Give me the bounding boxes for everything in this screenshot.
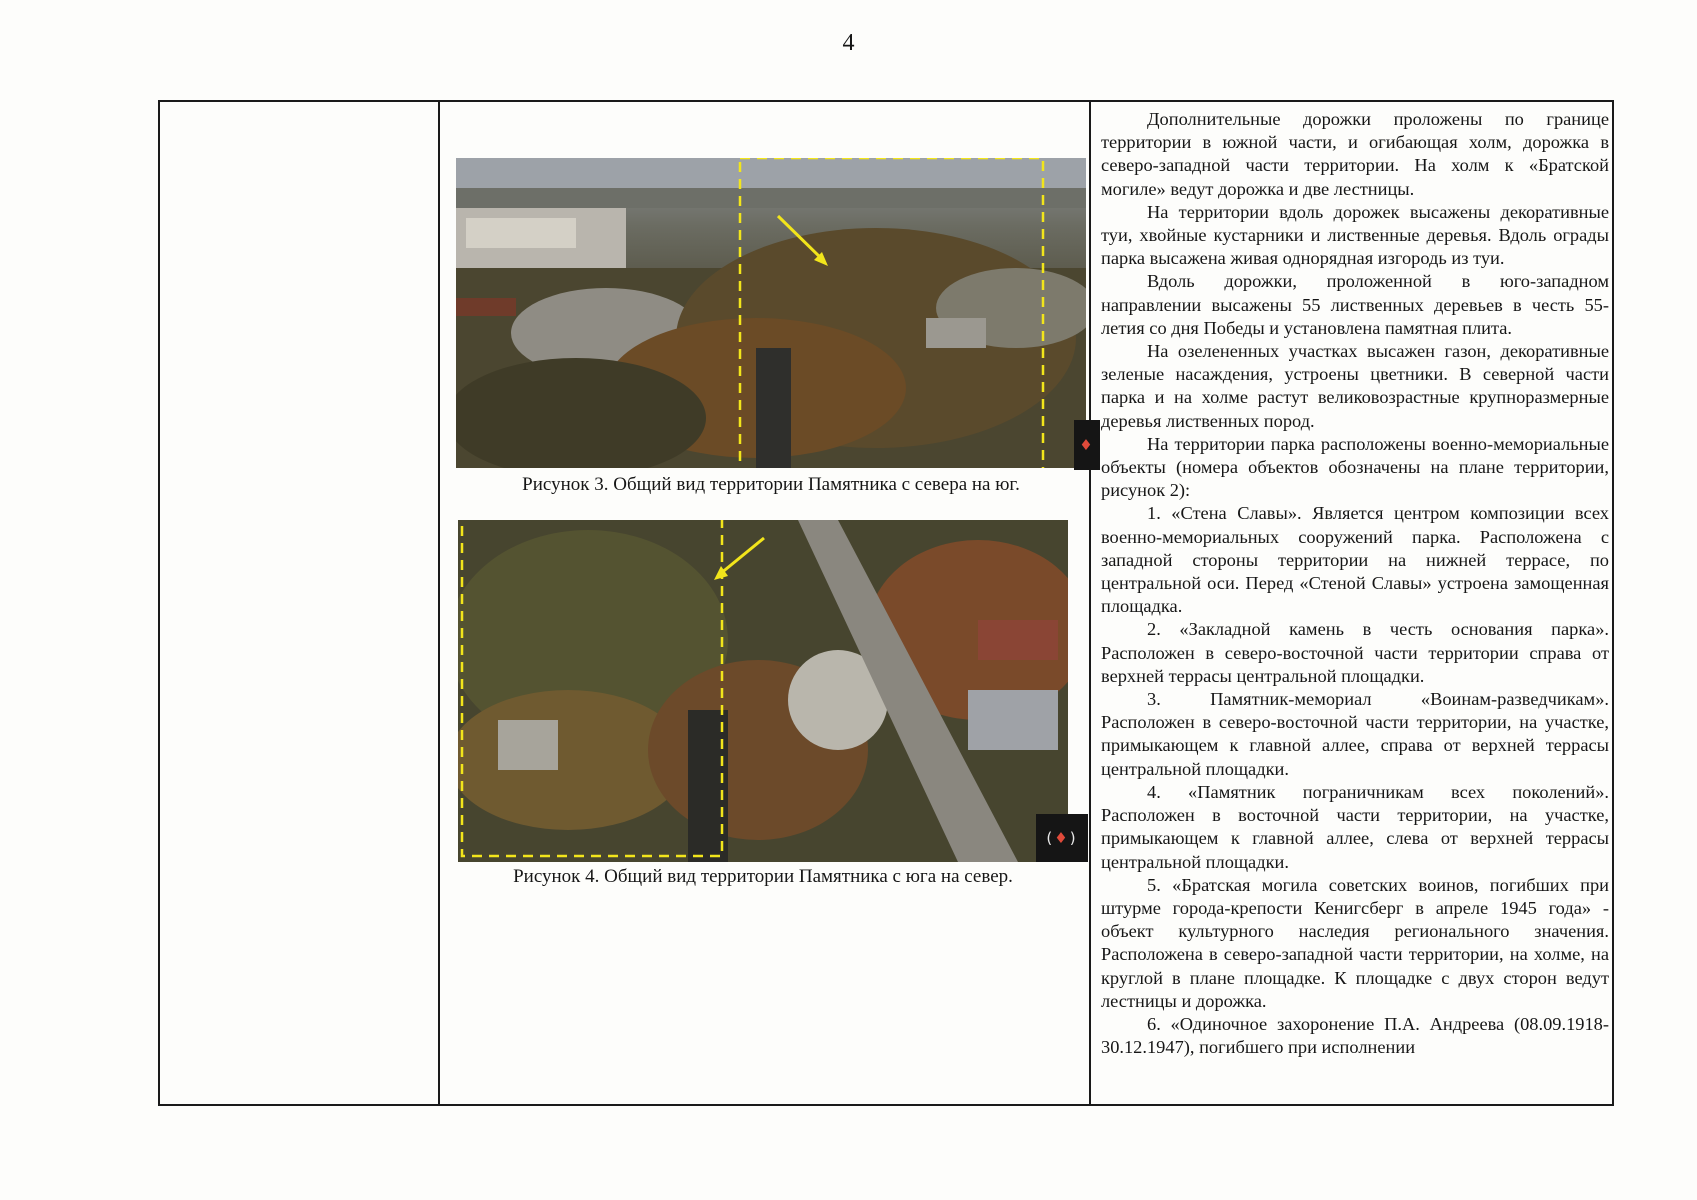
aerial-photo-south-to-north — [458, 520, 1068, 862]
paragraph: На территории вдоль дорожек высажены декоративные туи, хвойные кустарники и лиственные деревья. Вдоль ограды парка высажена живая однорядная изгородь из туи. — [1101, 201, 1609, 269]
list-item: 4. «Памятник пограничникам всех поколений». Расположен в восточной части территории, на участке, примыкающем к главной аллее, слева от верхней террасы центральной площадки. — [1101, 781, 1609, 872]
compass-icon: ( ♦ ) — [1036, 814, 1088, 862]
column-divider — [438, 102, 440, 1104]
document-table — [158, 100, 1614, 1106]
paragraph: Вдоль дорожки, проложенной в юго-западном направлении высажены 55 лиственных деревьев в честь 55-летия со дня Победы и установлена памятная плита. — [1101, 271, 1609, 338]
list-item: 3. Памятник-мемориал «Воинам-разведчикам». Расположен в северо-восточной части территории, на участке, примыкающем к главной аллее, справа от верхней террасы центральной площадки. — [1101, 689, 1609, 779]
description-text — [1101, 108, 1609, 1059]
list-item: 5. «Братская могила советских воинов, погибших при штурме города-крепости Кенигсберг в апреле 1945 года» - объект культурного наследия регионального значения. Расположена в северо-западной части территории, на холме, на круглой в плане площадке. К площадке с двух сторон ведут лестницы и дорожка. — [1101, 874, 1609, 1011]
paragraph: На озелененных участках высажен газон, декоративные зеленые насаждения, устроены цветники. В северной части парка и на холме растут великовозрастные крупноразмерные деревья лиственных пород. — [1101, 341, 1609, 431]
paragraph: Дополнительные дорожки проложены по границе территории в южной части, и огибающая холм, дорожка в северо-западной части территории. На холм к «Братской могиле» ведут дорожка и две лестницы. — [1101, 109, 1609, 199]
aerial-photo-north-to-south — [456, 158, 1086, 468]
column-divider — [1089, 102, 1091, 1104]
list-item: 2. «Закладной камень в честь основания парка». Расположен в северо-восточной части территории справа от верхней террасы центральной площадки. — [1101, 619, 1609, 686]
page-number: 4 — [842, 30, 855, 56]
list-item: 1. «Стена Славы». Является центром композиции всех военно-мемориальных сооружений парка. Расположена с западной стороны территории на нижней террасе, по центральной оси. Перед «Стеной Славы» устроена замощенная площадка. — [1101, 503, 1609, 617]
paragraph: На территории парка расположены военно-мемориальные объекты (номера объектов обозначены на плане территории, рисунок 2): — [1101, 433, 1609, 501]
figure-caption: Рисунок 4. Общий вид территории Памятника с юга на север. — [513, 866, 1013, 887]
aerial-photo-graphic — [456, 158, 1086, 468]
aerial-photo-graphic — [458, 520, 1068, 862]
list-item: 6. «Одиночное захоронение П.А. Андреева (08.09.1918-30.12.1947), погибшего при исполнении — [1101, 1013, 1609, 1058]
compass-icon: ♦ — [1074, 420, 1100, 470]
figure-caption: Рисунок 3. Общий вид территории Памятника с севера на юг. — [522, 474, 1020, 495]
